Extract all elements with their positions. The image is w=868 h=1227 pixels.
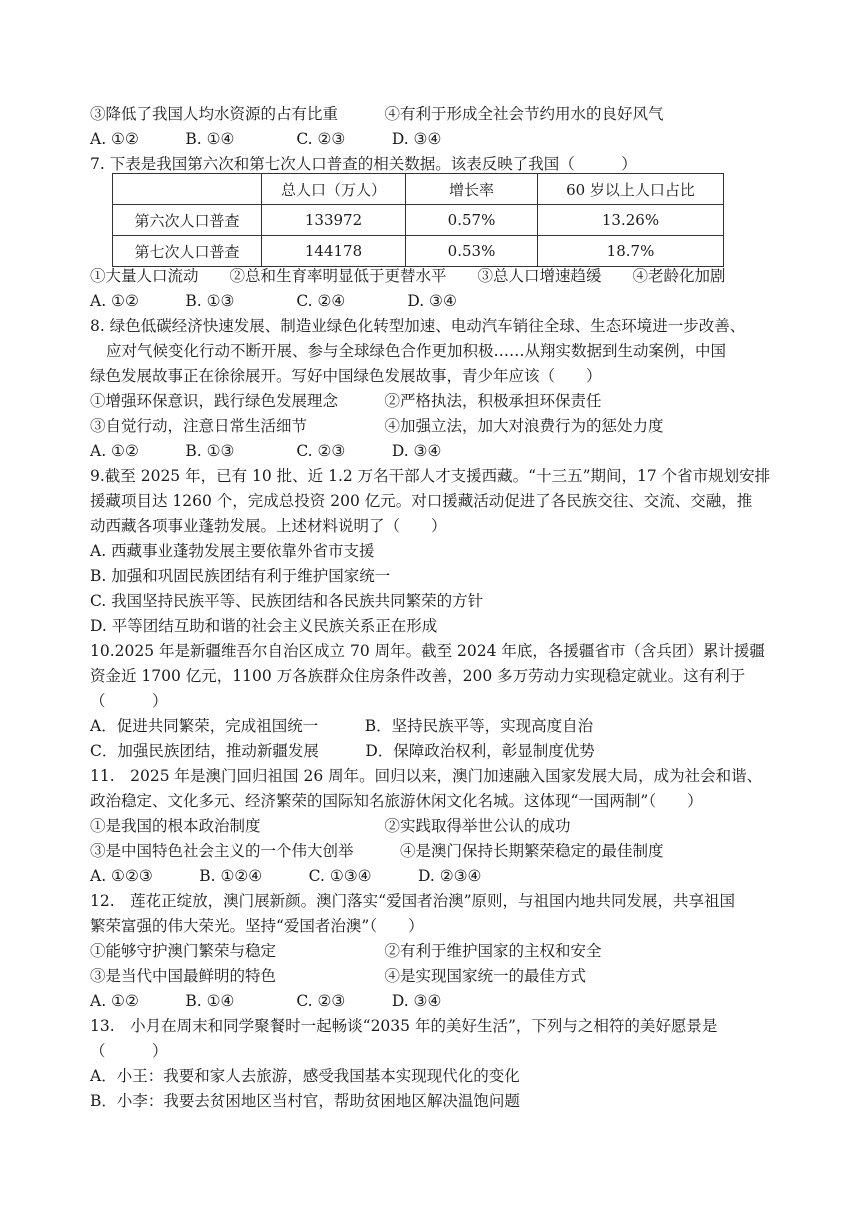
q11-options: ①是我国的根本政治制度 ②实践取得举世公认的成功 xyxy=(90,817,571,835)
q9-choice-b: B. 加强和巩固民族团结有利于维护国家统一 xyxy=(90,567,391,585)
q9-choice-c: C. 我国坚持民族平等、民族团结和各民族共同繁荣的方针 xyxy=(90,592,484,610)
table-header-row xyxy=(113,174,724,205)
q12-stem: 繁荣富强的伟大荣光。坚持“爱国者治澳”（ ） xyxy=(90,917,424,935)
q9-stem: 援藏项目达 1260 个，完成总投资 200 亿元。对口援藏活动促进了各民族交往、交流、交融，推 xyxy=(90,492,753,510)
q9-stem: 9.截至 2025 年，已有 10 批、近 1.2 万名干部人才支援西藏。“十三五”期间，17 个省市规划安排 xyxy=(90,467,771,485)
q6-choices: A. ①② B. ①④ C. ②③ D. ③④ xyxy=(90,130,442,148)
table-cell: 0.57% xyxy=(406,205,538,236)
q13-blank: （ ） xyxy=(90,1042,168,1060)
q9-choice-d: D. 平等团结互助和谐的社会主义民族关系正在形成 xyxy=(90,617,438,635)
q13-choice-b: B．小李：我要去贫困地区当村官，帮助贫困地区解决温饱问题 xyxy=(90,1092,520,1110)
table-row xyxy=(113,205,724,236)
q11-choices: A. ①②③ B. ①②④ C. ①③④ D. ②③④ xyxy=(90,867,482,885)
q12-options: ①能够守护澳门繁荣与稳定 ②有利于维护国家的主权和安全 xyxy=(90,942,602,960)
table-cell: 13.26% xyxy=(538,205,724,236)
q9-stem: 动西藏各项事业蓬勃发展。上述材料说明了（ ） xyxy=(90,517,447,535)
q6-option-line: ③降低了我国人均水资源的占有比重 ④有利于形成全社会节约用水的良好风气 xyxy=(90,105,664,123)
q7-choices: A. ①② B. ①③ C. ②④ D. ③④ xyxy=(90,292,457,310)
q8-stem: 应对气候变化行动不断开展、参与全球绿色合作更加积极……从翔实数据到生动案例，中国 xyxy=(106,342,727,360)
table-row xyxy=(113,236,724,267)
table-header-cell: 增长率 xyxy=(406,174,538,205)
q7-stem: 7. 下表是我国第六次和第七次人口普查的相关数据。该表反映了我国（ ） xyxy=(90,155,637,173)
q13-choice-a: A．小王：我要和家人去旅游，感受我国基本实现现代化的变化 xyxy=(90,1067,520,1085)
table-header-cell: 60 岁以上人口占比 xyxy=(538,174,724,205)
q10-stem: 资金近 1700 亿元，1100 万各族群众住房条件改善，200 多万劳动力实现稳定就业。这有利于 xyxy=(90,667,746,685)
q12-choices: A. ①② B. ①④ C. ②③ D. ③④ xyxy=(90,992,442,1010)
q10-choices: C．加强民族团结，推动新疆发展 D．保障政治权利，彰显制度优势 xyxy=(90,742,595,760)
table-cell: 第六次人口普查 xyxy=(113,205,262,236)
q12-options: ③是当代中国最鲜明的特色 ④是实现国家统一的最佳方式 xyxy=(90,967,587,985)
q10-blank: （ ） xyxy=(90,692,168,710)
table-cell: 144178 xyxy=(262,236,406,267)
table-cell: 0.53% xyxy=(406,236,538,267)
q10-choices: A．促进共同繁荣，完成祖国统一 B．坚持民族平等，实现高度自治 xyxy=(90,717,594,735)
q8-options: ①增强环保意识，践行绿色发展理念 ②严格执法，积极承担环保责任 xyxy=(90,392,602,410)
q9-choice-a: A. 西藏事业蓬勃发展主要依靠外省市支援 xyxy=(90,542,375,560)
q10-stem: 10.2025 年是新疆维吾尔自治区成立 70 周年。截至 2024 年底，各援疆省市（含兵团）累计援疆 xyxy=(90,642,765,660)
q11-options: ③是中国特色社会主义的一个伟大创举 ④是澳门保持长期繁荣稳定的最佳制度 xyxy=(90,842,664,860)
q13-stem: 13. 小月在周末和同学聚餐时一起畅谈“2035 年的美好生活”，下列与之相符的美好愿景是 xyxy=(90,1017,718,1035)
table-cell: 133972 xyxy=(262,205,406,236)
table-cell: 18.7% xyxy=(538,236,724,267)
table-cell: 第七次人口普查 xyxy=(113,236,262,267)
q8-stem: 绿色发展故事正在徐徐展开。写好中国绿色发展故事，青少年应该（ ） xyxy=(90,367,602,385)
q11-stem: 11. 2025 年是澳门回归祖国 26 周年。回归以来，澳门加速融入国家发展大局，成为社会和谐、 xyxy=(90,767,763,785)
q8-stem: 8. 绿色低碳经济快速发展、制造业绿色化转型加速、电动汽车销往全球、生态环境进一步改善、 xyxy=(90,317,746,335)
q8-choices: A. ①② B. ①③ C. ②③ D. ③④ xyxy=(90,442,442,460)
census-table xyxy=(112,173,724,267)
q11-stem: 政治稳定、文化多元、经济繁荣的国际知名旅游休闲文化名城。这体现“一国两制”（ ） xyxy=(90,792,703,810)
table-header-cell: 总人口（万人） xyxy=(262,174,406,205)
table-header-cell xyxy=(113,174,262,205)
q12-stem: 12. 莲花正绽放，澳门展新颜。澳门落实“爱国者治澳”原则，与祖国内地共同发展，共享祖国 xyxy=(90,892,736,910)
q8-options: ③自觉行动，注意日常生活细节 ④加强立法，加大对浪费行为的惩处力度 xyxy=(90,417,664,435)
q7-options: ①大量人口流动 ②总和生育率明显低于更替水平 ③总人口增速趋缓 ④老龄化加剧 xyxy=(90,267,726,285)
